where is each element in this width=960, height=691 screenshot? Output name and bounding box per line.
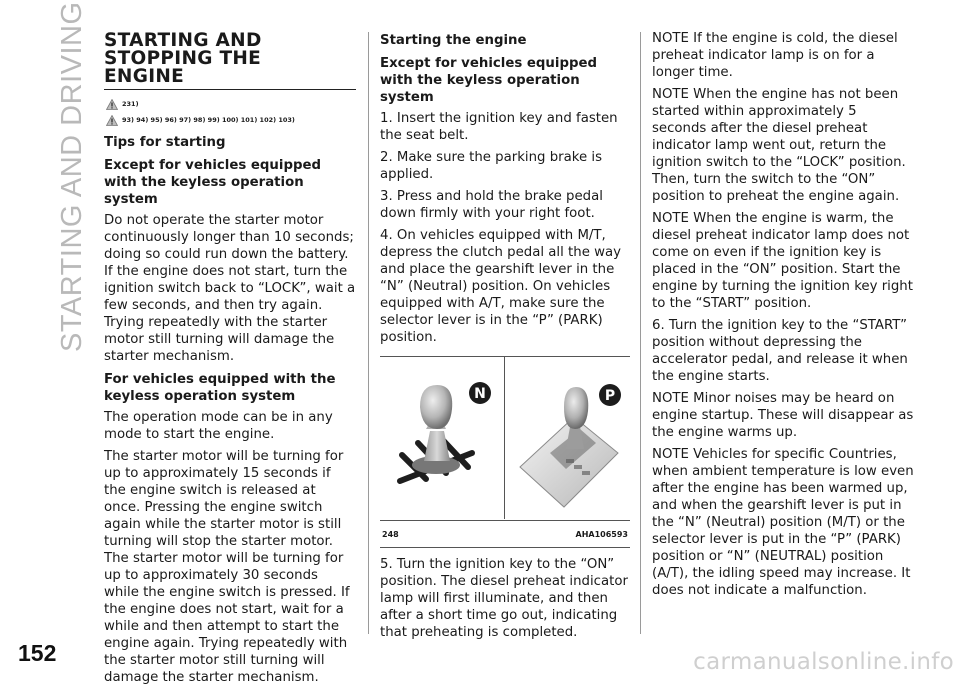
column-divider [640, 32, 641, 634]
note: NOTE Vehicles for specific Countries, when ambient temperature is low even after the engine has been warmed up, and when the gearshift lever is put in the “N” (Neutral) position (M/T) or the selector lever is put in the “P” (PARK) position or “N” (NEUTRAL) position (A/T), the idling speed may increase. It does not indicate a malfunction. [652, 447, 914, 598]
park-label: P [604, 388, 616, 404]
note: NOTE When the engine has not been started within approximately 5 seconds after the diesel preheat indicator lamp went out, return the ignition switch to the “LOCK” position. Then, turn the switch to the “ON” position to preheat the engine again. [652, 87, 906, 204]
subheading-keyless: For vehicles equipped with the keyless operation system [104, 372, 336, 404]
subheading-starting: Starting the engine [380, 33, 527, 48]
note: NOTE Minor noises may be heard on engine startup. These will disappear as the engine warms up. [652, 391, 914, 440]
automatic-selector-lever-icon [506, 357, 630, 519]
warning-reference [106, 112, 356, 128]
paragraph: Do not operate the starter motor continuously longer than 10 seconds; doing so could run down the battery. If the engine does not start, turn the ignition switch back to “LOCK”, wait a few seconds, and then try again. Trying repeatedly with the starter motor still turning will damage the starter mechanism. [104, 213, 356, 364]
figure-divider [504, 357, 505, 519]
column-middle [380, 30, 630, 646]
step-3: 3. Press and hold the brake pedal down firmly with your right foot. [380, 189, 603, 221]
column-divider [368, 32, 369, 634]
figure-number: 248 [382, 529, 399, 539]
figure-caption [380, 520, 630, 547]
note: NOTE When the engine is warm, the diesel preheat indicator lamp does not come on even if the ignition key is placed in the “ON” position. Start the engine by turning the ignition key right to the “START” position. [652, 211, 913, 311]
figure-code: AHA106593 [575, 529, 628, 539]
page-number: 152 [18, 640, 57, 666]
step-4: 4. On vehicles equipped with M/T, depress the clutch pedal all the way and place the gearshift lever in the “N” (Neutral) position. On vehicles equipped with A/T, make sure the selector lever is in the “P” (PARK) position. [380, 228, 621, 345]
note: NOTE If the engine is cold, the diesel preheat indicator lamp is on for a longer time. [652, 31, 898, 80]
paragraph: The operation mode can be in any mode to start the engine. [104, 410, 333, 442]
step-2: 2. Make sure the parking brake is applied. [380, 150, 603, 182]
subheading-tips: Tips for starting [104, 135, 226, 150]
step-6: 6. Turn the ignition key to the “START” position without depressing the accelerator pedal, and release it when the engine starts. [652, 318, 908, 384]
manual-gear-lever-icon [380, 357, 504, 519]
paragraph: The starter motor will be turning for up to approximately 15 seconds if the engine switch is released at once. Pressing the engine switch again while the starter motor is still turning will stop the starter motor. The starter motor will be turning for up to approximately 30 seconds while the engine switch is pressed. If the engine does not start, wait for a while and then attempt to start the engine again. Trying repeatedly with the starter motor still turning will damage the starter mechanism. [104, 449, 350, 685]
watermark: carmanualsonline.info [693, 649, 954, 675]
column-left [104, 30, 356, 691]
column-right [652, 30, 914, 604]
section-title: STARTING AND STOPPING THE ENGINE [104, 32, 356, 90]
warning-triangle-icon [106, 99, 118, 110]
gear-lever-figure [380, 356, 630, 548]
subheading-except-keyless: Except for vehicles equipped with the keyless operation system [104, 158, 322, 207]
neutral-label: N [474, 386, 486, 402]
warning-reference-numbers: 93) 94) 95) 96) 97) 98) 99) 100) 101) 102) 103) [122, 116, 295, 124]
warning-reference-numbers: 231) [122, 100, 139, 108]
step-1: 1. Insert the ignition key and fasten the seat belt. [380, 111, 618, 143]
warning-reference [106, 96, 356, 112]
warning-triangle-icon [106, 115, 118, 126]
subheading-except-keyless: Except for vehicles equipped with the keyless operation system [380, 56, 598, 105]
step-5: 5. Turn the ignition key to the “ON” position. The diesel preheat indicator lamp will first illuminate, and then after a short time go out, indicating that preheating is completed. [380, 557, 628, 640]
chapter-sidebar-title: STARTING AND DRIVING [56, 1, 88, 352]
